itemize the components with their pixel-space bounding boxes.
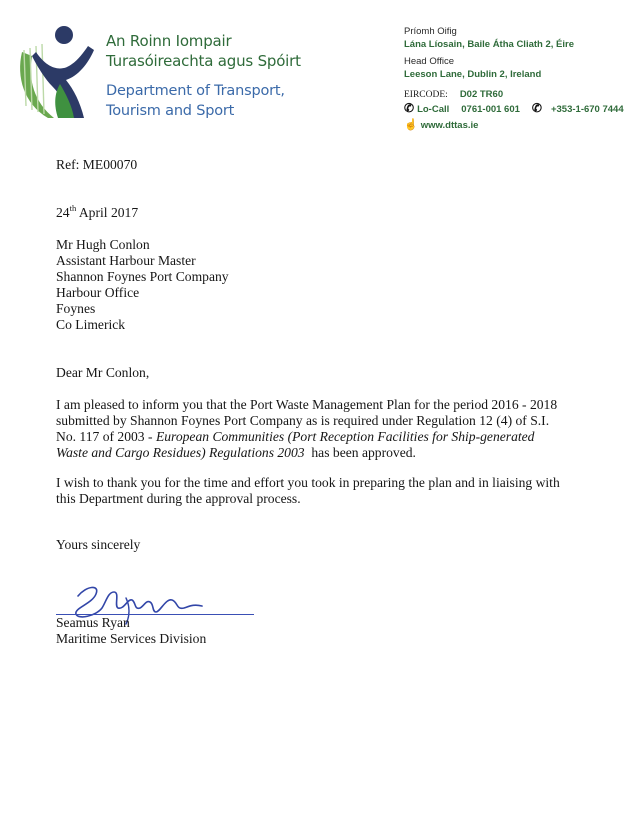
letter-date bbox=[56, 205, 138, 221]
date-suffix: th bbox=[69, 203, 77, 213]
regulation-number: No. 117 of 2003 - bbox=[56, 429, 156, 444]
signer-name: Seamus Ryan bbox=[56, 615, 130, 630]
eircode-label: EIRCODE: bbox=[404, 90, 448, 100]
website-row bbox=[404, 118, 478, 131]
date-day: 24 bbox=[56, 205, 70, 220]
head-office-address: Leeson Lane, Dublin 2, Ireland bbox=[404, 69, 542, 80]
address-line: Foynes bbox=[56, 301, 96, 316]
eircode-value: D02 TR60 bbox=[459, 89, 504, 100]
locall-label: Lo-Call bbox=[417, 104, 450, 115]
pointer-hand-icon: ☝ bbox=[404, 119, 418, 131]
closing: Yours sincerely bbox=[56, 537, 141, 552]
address-line: Mr Hugh Conlon bbox=[56, 237, 150, 252]
website-link[interactable]: www.dttas.ie bbox=[420, 120, 479, 131]
address-line: Shannon Foynes Port Company bbox=[56, 269, 229, 284]
paragraph-line: this Department during the approval process. bbox=[56, 491, 301, 506]
department-logo bbox=[14, 22, 100, 122]
phone-icon: ✆ bbox=[404, 101, 415, 115]
head-office-label: Head Office bbox=[404, 56, 454, 67]
address-line: Harbour Office bbox=[56, 285, 140, 300]
phone-number[interactable]: +353-1-670 7444 bbox=[550, 104, 624, 115]
phone-row bbox=[404, 101, 624, 115]
department-name-english-line2: Tourism and Sport bbox=[106, 103, 235, 119]
salutation: Dear Mr Conlon, bbox=[56, 365, 150, 380]
reference-number: Ref: ME00070 bbox=[56, 157, 138, 172]
address-line: Co Limerick bbox=[56, 317, 126, 332]
primary-office-label: Príomh Oifig bbox=[404, 26, 457, 37]
phone-icon: ✆ bbox=[531, 101, 542, 115]
recipient-address bbox=[56, 237, 229, 333]
locall-number[interactable]: 0761-001 601 bbox=[461, 104, 520, 115]
paragraph-line: submitted by Shannon Foynes Port Company as is required under Regulation 12 (4) of S.I. bbox=[56, 413, 550, 428]
paragraph-approval bbox=[56, 397, 576, 461]
date-rest: April 2017 bbox=[76, 205, 139, 220]
regulation-title: European Communities (Port Reception Facilities for Ship-generated bbox=[155, 429, 535, 444]
address-line: Assistant Harbour Master bbox=[56, 253, 196, 268]
regulation-title-cont: Waste and Cargo Residues) Regulations 2003 bbox=[56, 445, 305, 460]
primary-office-address: Lána Líosain, Baile Átha Cliath 2, Éire bbox=[404, 39, 574, 50]
paragraph-thanks bbox=[56, 475, 576, 507]
paragraph-line bbox=[56, 445, 576, 461]
department-name-irish-line1: An Roinn Iompair bbox=[106, 32, 232, 50]
approval-statement: has been approved. bbox=[304, 445, 416, 460]
paragraph-line: I am pleased to inform you that the Port Waste Management Plan for the period 2016 - 2018 bbox=[56, 397, 558, 412]
paragraph-line: I wish to thank you for the time and effort you took in preparing the plan and in liaising with bbox=[56, 475, 560, 490]
department-name-irish-line2: Turasóireachta agus Spóirt bbox=[106, 52, 301, 70]
paragraph-line bbox=[56, 429, 576, 445]
signer-division: Maritime Services Division bbox=[56, 631, 207, 646]
department-name-english-line1: Department of Transport, bbox=[106, 83, 285, 99]
eircode-row bbox=[404, 84, 503, 102]
